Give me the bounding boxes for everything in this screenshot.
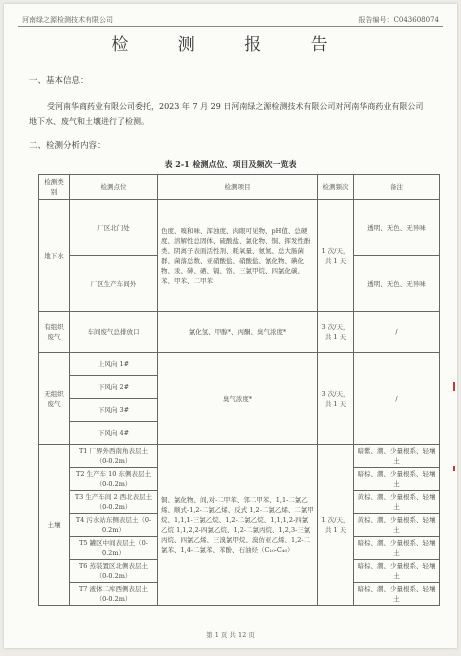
groundwater-point-1: 厂区北门处 [70, 200, 158, 256]
unorganized-gas-points [70, 353, 158, 445]
soil-items: 铜、氯化物、间,对-二甲苯、邻二甲苯、1,1-二氯乙烯、顺式-1,2-二氯乙烯、反式 1,2-二氯乙烯、二氯甲烷、1,1,1-三氯乙烷、1,2-二氯乙烷、1,1,1,2-四氯乙烷 1,1,2,2-四氯乙烷、1,2-二氯丙烷、1,2,3-三氯丙烷、四氯乙烯、三溴氯甲烷、溴仿亚乙烯、1,2-二氯苯、1,4-二氯苯、苯酚、石油烃（C₁₀-C₄₀） [158, 445, 318, 606]
soil-point-2: T2 生产车 10 东侧表层土（0-0.2m） [70, 468, 158, 491]
unorganized-gas-frequency: 3 次/天，共 1 天 [318, 353, 354, 445]
col-note: 备注 [354, 175, 440, 200]
groundwater-frequency: 1 次/天，共 1 天 [318, 200, 354, 312]
table-row [39, 200, 440, 256]
margin-mark [453, 466, 455, 471]
page-footer: 第 1 页 共 12 页 [206, 631, 255, 639]
margin-mark [453, 382, 455, 391]
organized-gas-point: 车间废气总排放口 [70, 312, 158, 353]
soil-note-4: 黄棕、潮、少量根系、轻壤土 [354, 514, 440, 537]
soil-point-4: T4 污水站东侧表层土（0-0.2m） [70, 514, 158, 537]
page-title: 检 测 报 告 [111, 35, 350, 55]
groundwater-note-2: 透明、无色、无异味 [354, 256, 440, 312]
soil-point-1: T1 厂界外西南角表层土（0-0.2m） [70, 445, 158, 468]
unorganized-point-1: 上风向 1# [70, 353, 157, 376]
unorganized-point-2: 下风向 2# [70, 376, 157, 399]
organized-gas-items: 氯化氢、甲醇*、丙酮、臭气浓度* [158, 312, 318, 353]
header-company: 河南绿之源检测技术有限公司 [22, 16, 113, 24]
soil-point-7: T7 液体二库西侧表层土（0-0.2m） [70, 583, 158, 606]
groundwater-point-2: 厂区生产车间外 [70, 256, 158, 312]
table-row [39, 353, 440, 445]
unorganized-gas-category: 无组织废气 [39, 353, 70, 445]
page-header [18, 12, 443, 27]
unorganized-point-4: 下风向 4# [97, 429, 130, 437]
unorganized-gas-note: / [354, 353, 440, 445]
soil-note-7: 暗棕、潮、少量根系、轻壤土 [354, 583, 440, 606]
soil-point-6: T6 蒸装置区北侧表层土（0-0.2m） [70, 560, 158, 583]
groundwater-items: 色度、嗅和味、浑浊度、肉眼可见物、pH值、总硬度、溶解性总固体、硫酸盐、氯化物、铜、挥发性酚类、阴离子表面活性剂、耗氧量、氨氮、总大肠菌群、菌落总数、亚硝酸盐、硝酸盐、氰化物、碘化物、汞、砷、硒、镉、铬、三氯甲烷、四氯化碳、苯、甲苯、二甲苯 [158, 200, 318, 312]
soil-note-6: 暗棕、潮、少量根系、轻壤土 [354, 560, 440, 583]
soil-note-1: 暗紫、潮、少量根系、轻壤土 [354, 445, 440, 468]
groundwater-note-1: 透明、无色、无异味 [354, 200, 440, 256]
soil-note-5: 暗棕、潮、少量根系、轻壤土 [354, 537, 440, 560]
soil-note-3: 黄棕、潮、少量根系、轻壤土 [354, 491, 440, 514]
organized-gas-frequency: 3 次/天，共 1 天 [318, 312, 354, 353]
col-category: 检测类别 [39, 175, 70, 200]
col-point: 检测点位 [70, 175, 158, 200]
table-row [39, 445, 440, 468]
detection-table [38, 174, 440, 606]
section-basic-info: 一、基本信息： [29, 76, 89, 86]
intro-paragraph: 受河南华商药业有限公司委托，2023 年 7 月 29 日河南绿之源检测技术有限公司对河南华商药业有限公司地下水、废气和土壤进行了检测。 [29, 102, 424, 126]
soil-frequency: 1 次/天，共 1 天 [318, 445, 354, 606]
organized-gas-category: 有组织废气 [39, 312, 70, 353]
soil-point-5: T5 罐区中间表层土（0-0.2m） [70, 537, 158, 560]
groundwater-category: 地下水 [39, 200, 70, 312]
col-frequency: 检测频次 [318, 175, 354, 200]
section-analysis: 二、检测分析内容： [29, 141, 106, 151]
header-report-no: 报告编号：C043608074 [358, 16, 439, 24]
organized-gas-note: / [354, 312, 440, 353]
table-caption: 表 2-1 检测点位、项目及频次一览表 [164, 159, 297, 169]
report-page [4, 4, 457, 648]
table-row [39, 312, 440, 353]
soil-category: 土壤 [39, 445, 70, 606]
soil-point-3: T3 生产车间 2 西北表层土（0-0.2m） [70, 491, 158, 514]
table-header-row [39, 175, 440, 200]
soil-note-2: 暗棕、潮、少量根系、轻壤土 [354, 468, 440, 491]
unorganized-gas-items: 臭气浓度* [158, 353, 318, 445]
unorganized-point-3: 下风向 3# [70, 399, 157, 422]
col-items: 检测项目 [158, 175, 318, 200]
